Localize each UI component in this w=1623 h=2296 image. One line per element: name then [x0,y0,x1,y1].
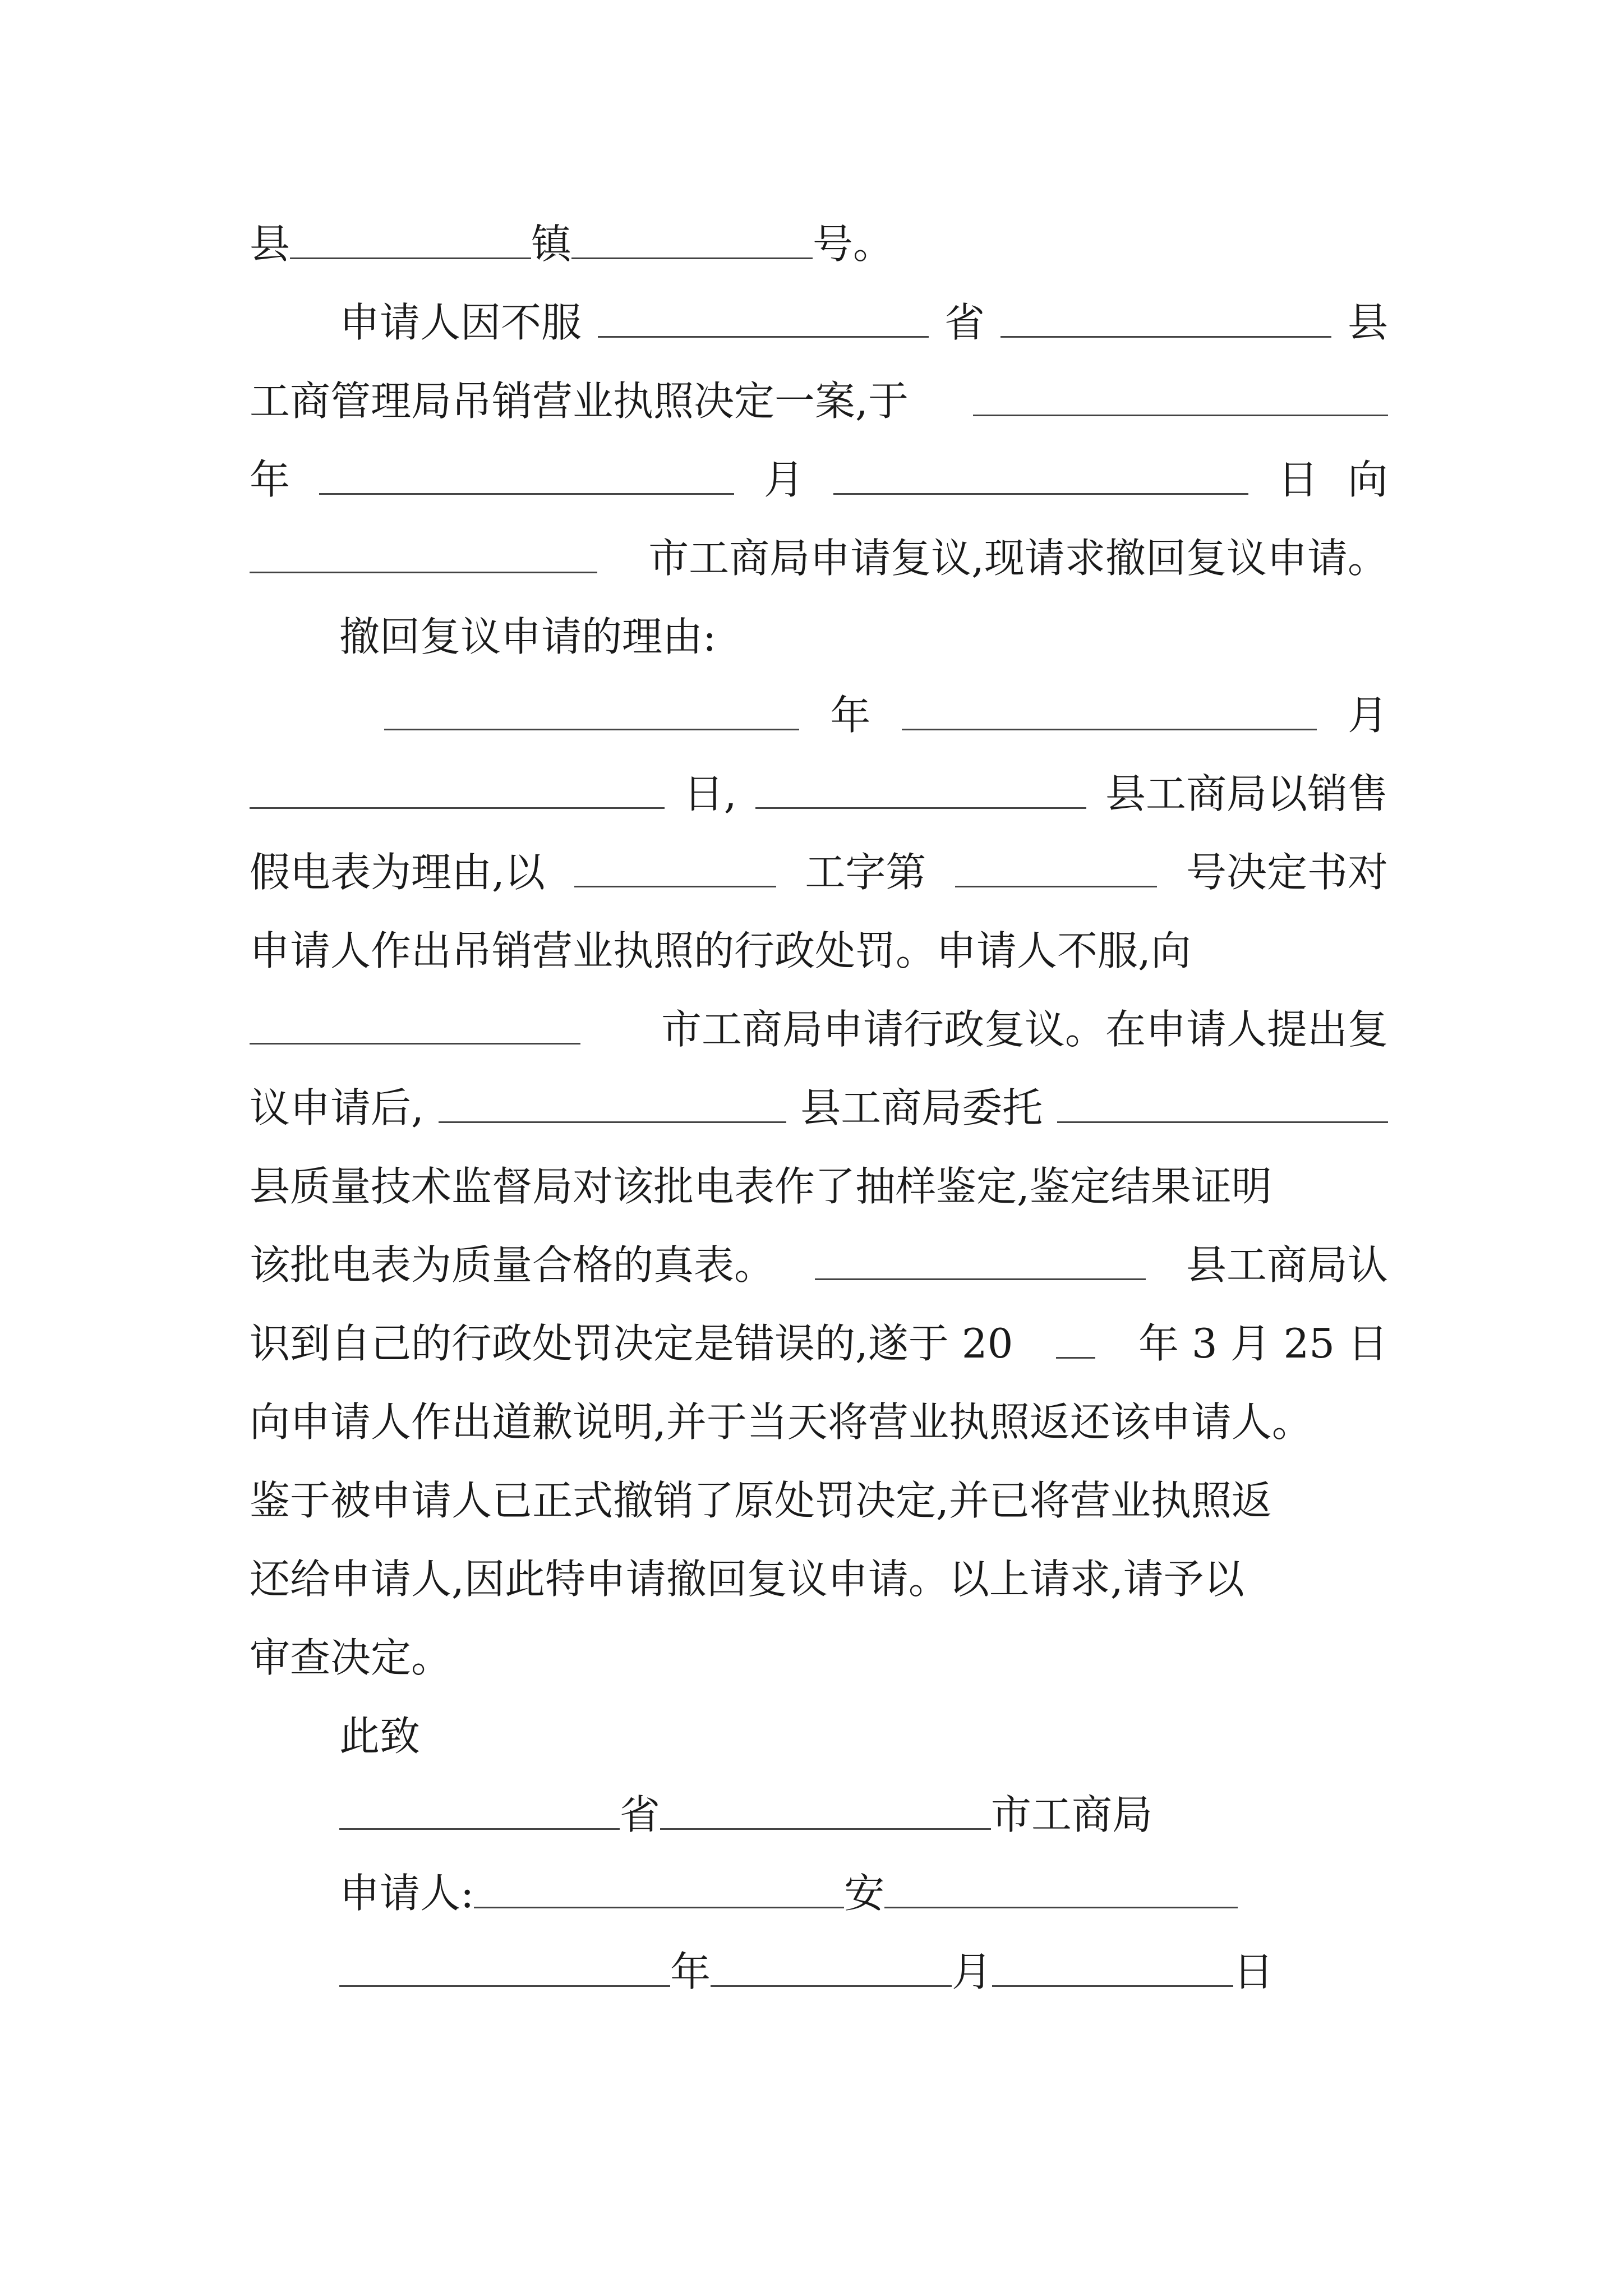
applicant-line [339,1865,1388,1921]
text-segment: 假电表为理由,以 [250,849,545,896]
paragraph-line [384,687,1388,743]
text-segment: 申请人因不服 [339,299,582,346]
text-segment: 日 [1278,456,1318,503]
month-blank [319,458,734,495]
town-label: 镇 [531,220,572,268]
paragraph-line [250,1630,1388,1686]
city-blank [660,1793,991,1830]
town-blank [290,223,531,259]
text-segment: 年 [670,1948,711,1995]
salutation [339,1708,1388,1764]
text-segment: 县工商局认 [1186,1241,1388,1289]
number-blank [571,223,813,259]
date-line [339,1944,1388,2000]
year-blank [384,694,799,730]
text-segment: 年 [250,456,291,503]
doc-prefix-blank [574,851,776,887]
paragraph-line [339,295,1388,351]
reason-heading [339,609,1388,665]
text-segment: 县质量技术监督局对该批电表作了抽样鉴定,鉴定结果证明 [250,1163,1272,1210]
city-blank [250,1008,580,1045]
text-segment: 月 [952,1948,993,1995]
text-segment: 市工商局 [991,1791,1153,1838]
text-segment: 日, [683,770,737,817]
day-blank [250,772,665,809]
paragraph-line [250,1158,1388,1214]
date-blank [973,380,1388,416]
text-segment: 议申请后, [250,1084,424,1131]
text-segment: 日 [1233,1948,1274,1995]
text-segment: 此致 [339,1713,421,1760]
county-label: 县 [250,220,291,268]
text-segment: 向 [1347,456,1388,503]
text-segment: 向申请人作出道歉说明,并于当天将营业执照返还该申请人。 [250,1398,1312,1446]
text-segment: 安 [844,1870,885,1917]
text-segment: 市工商局申请复议,现请求撤回复议申请。 [648,535,1388,582]
text-segment: 工字第 [805,849,926,896]
text-segment: 年 3 月 25 日 [1138,1320,1388,1367]
text-segment: 该批电表为质量合格的真表。 [250,1241,775,1289]
paragraph-line [250,1394,1388,1450]
text-segment: 年 [830,692,871,739]
county-blank [1057,1087,1388,1123]
county-blank [1000,301,1331,338]
number-label: 号。 [813,220,894,268]
recipient-line [339,1787,1388,1843]
paragraph-line [250,923,1388,979]
text-segment: 省 [620,1791,661,1838]
text-segment: 审查决定。 [250,1634,452,1681]
applicant-blank [884,1872,1238,1908]
paragraph-line [250,1473,1388,1529]
paragraph-line [250,844,1388,900]
city-blank [250,537,597,573]
text-segment: 号决定书对 [1186,849,1388,896]
day-blank [992,1950,1233,1987]
county-blank [439,1087,786,1123]
text-segment: 县 [1347,299,1388,346]
doc-number-blank [955,851,1157,887]
province-blank [339,1793,620,1830]
paragraph-line [250,530,1388,586]
text-segment: 识到自己的行政处罚决定是错误的,遂于 20 [250,1320,1013,1367]
month-blank [902,694,1317,730]
paragraph-line [250,1001,1388,1057]
text-segment: 县工商局委托 [800,1084,1043,1131]
paragraph-line [250,1315,1388,1372]
month-blank [711,1950,952,1987]
year-suffix-blank [1056,1322,1095,1359]
county-blank [815,1244,1146,1280]
year-blank [339,1950,670,1987]
text-segment: 省 [944,299,985,346]
applicant-name-blank [474,1872,844,1908]
paragraph-line [250,1080,1388,1136]
county-blank [755,772,1086,809]
paragraph-line [250,766,1388,822]
day-blank [833,458,1248,495]
text-segment: 县工商局以销售 [1105,770,1388,817]
text-segment: 市工商局申请行政复议。在申请人提出复 [661,1006,1388,1053]
address-line [250,216,1388,272]
text-segment: 工商管理局吊销营业执照决定一案,于 [250,378,909,425]
text-segment: 申请人作出吊销营业执照的行政处罚。申请人不服,向 [250,927,1191,974]
text-segment: 申请人: [339,1870,474,1917]
text-segment: 鉴于被申请人已正式撤销了原处罚决定,并已将营业执照返 [250,1477,1272,1524]
paragraph-line [250,1237,1388,1293]
paragraph-line [250,1551,1388,1607]
province-blank [598,301,929,338]
paragraph-line [250,452,1388,508]
text-segment: 撤回复议申请的理由: [339,613,717,660]
text-segment: 月 [1347,692,1388,739]
text-segment: 还给申请人,因此特申请撤回复议申请。以上请求,请予以 [250,1556,1244,1603]
text-segment: 月 [763,456,804,503]
paragraph-line [250,373,1388,429]
